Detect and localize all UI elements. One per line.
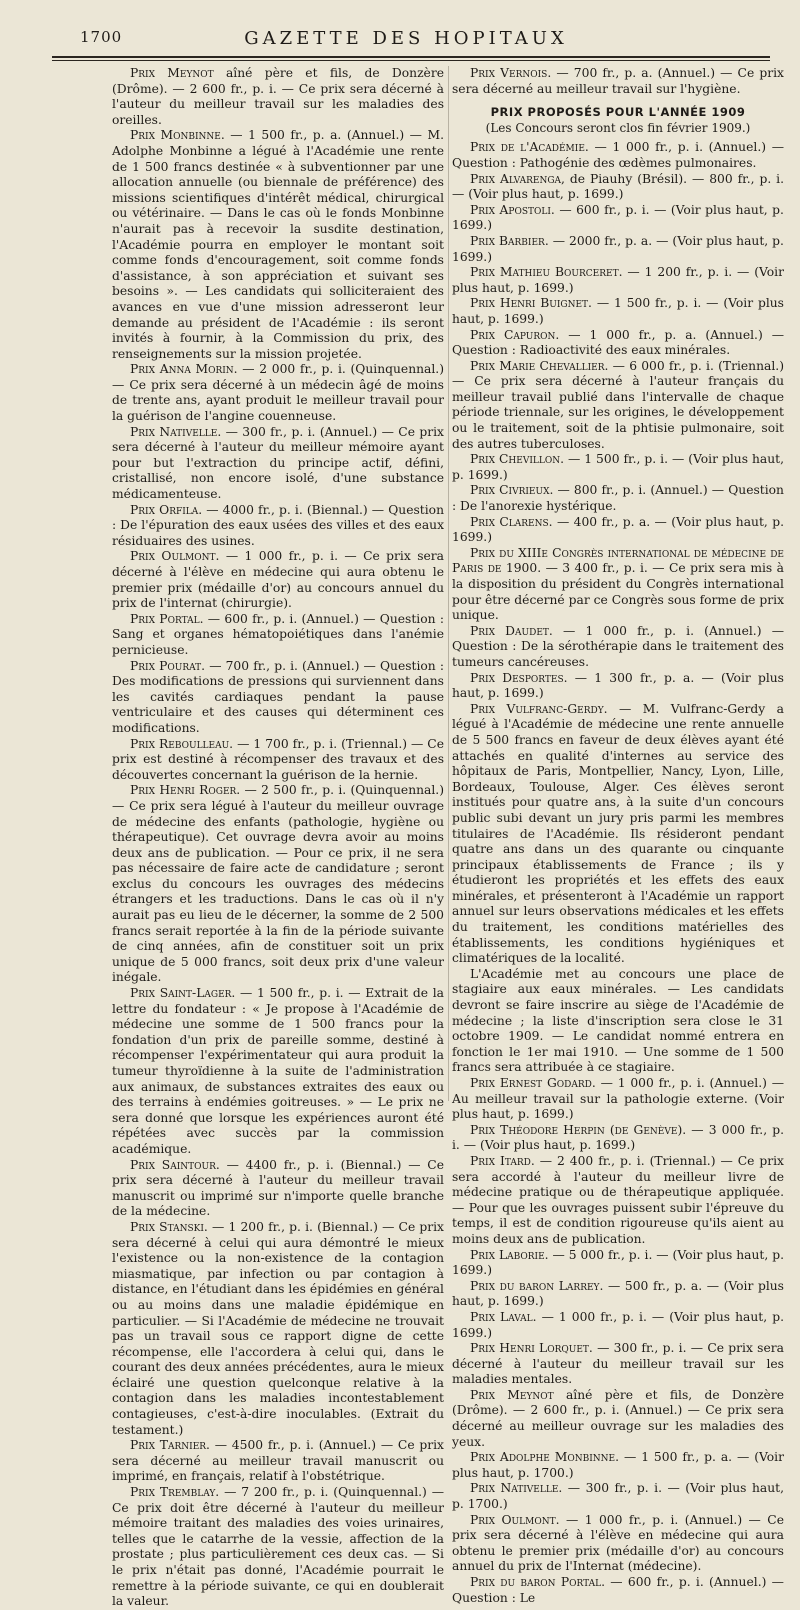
prize-name: Prix Vernois. (470, 66, 552, 80)
prize-text: — 1 500 fr., p. i. — Extrait de la lettre du fondateur : « Je propose à l'Académie de médecine une somme de 1 500 francs pour la fondation d'un prix de pareille somme, destiné à récompenser l'expérimentateur qui aura produit la tumeur thyroïdienne à la suite de l'administration aux animaux, de substances extraites des eaux ou des terrains à endémies goitreuses. » — Le prix ne sera donné que lorsque les expériences auront été répétées avec succès par la commission académique. (112, 986, 444, 1156)
prize-name: Prix Nativelle. (470, 1481, 563, 1496)
prize-name: Prix Henri Buignet. (470, 296, 592, 311)
prize-entry (452, 671, 784, 702)
prize-entry (112, 66, 444, 128)
left-column (112, 66, 444, 1609)
prize-entry (452, 452, 784, 483)
prize-entry (112, 1158, 444, 1220)
prize-text: — 1 000 fr., p. i. (Annuel.) — Au meilleur travail sur la pathologie externe. (Voir plus haut, p. 1699.) (452, 1076, 785, 1122)
prize-text: — 6 000 fr., p. i. (Triennal.) — Ce prix sera décerné à l'auteur français du meilleur travail publié dans l'intervalle de chaque période triennale, sur les origines, le développement ou le traitement, soit de la phtisie pulmonaire, soit des autres tuberculoses. (452, 358, 784, 451)
prize-entry (452, 328, 784, 359)
prize-text: — 1 000 fr., p. i. — Ce prix sera décerné à l'élève en médecine qui aura obtenu le premier prix (médaille d'or) au concours annuel du prix de l'internat (chirurgie). (112, 549, 444, 611)
prize-name: Prix Anna Morin. (130, 362, 238, 377)
prize-entry (452, 1481, 784, 1512)
prize-text: — 500 fr., p. a. — (Voir plus haut, p. 1699.) (452, 1278, 784, 1309)
prize-text: — 1 500 fr., p. a. — (Voir plus haut, p. 1700.) (452, 1450, 784, 1480)
prize-text: — 1 500 fr., p. i. — (Voir plus haut, p. 1699.) (452, 296, 784, 326)
prize-text: — 2 400 fr., p. i. (Triennal.) — Ce prix sera accordé à l'auteur du meilleur livre de médecine pratique ou de thérapeutique appliquée. — Pour que les ouvrages puissent subir l'épreuve du temps, il est de condition rigoureuse qu'ils aient au moins deux ans de publication. (452, 1153, 784, 1246)
prize-text: — 300 fr., p. i. — Ce prix sera décerné à l'auteur du meilleur travail sur les maladies mentales. (452, 1341, 784, 1387)
prize-text: — 600 fr., p. i. — (Voir plus haut, p. 1699.) (452, 202, 784, 233)
prize-name: Prix Tarnier. (130, 1438, 210, 1453)
prize-text: — 4400 fr., p. i. (Biennal.) — Ce prix sera décerné à l'auteur du meilleur travail manuscrit ou imprimé sur n'importe quelle branche de la médecine. (112, 1157, 444, 1219)
prize-entry (452, 1279, 784, 1310)
prize-text: — 4500 fr., p. i. (Annuel.) — Ce prix sera décerné au meilleur travail manuscrit ou imprimé, en français, relatif à l'obstétrique. (112, 1438, 444, 1484)
prize-text: — 1 000 fr., p. i. (Annuel.) — Question : De la sérothérapie dans le traitement des tumeurs cancéreuses. (452, 623, 784, 669)
prize-text: — 3 000 fr., p. i. — (Voir plus haut, p. 1699.) (452, 1122, 784, 1153)
prize-text: — 1 000 fr., p. i. (Annuel.) — Question : Pathogénie des œdèmes pulmonaires. (452, 140, 784, 170)
prize-name: Prix Monbinne. (130, 128, 225, 143)
prize-name: Prix Apostoli. (470, 202, 555, 217)
prize-entry (452, 515, 784, 546)
prize-entry (452, 1123, 784, 1154)
prize-entry (112, 1438, 444, 1485)
prize-name: Prix Meynot (470, 1387, 554, 1402)
prize-entry (452, 702, 784, 967)
prize-entry (112, 425, 444, 503)
prize-name: Prix Tremblay. (130, 1485, 220, 1500)
prize-text: — 4000 fr., p. i. (Biennal.) — Question : De l'épuration des eaux usées des villes et des eaux résiduaires des usines. (112, 502, 444, 548)
prize-name: Prix du XIIIe Congrès international de médecine de Paris de 1900. (452, 545, 784, 576)
prize-name: Prix Meynot (130, 66, 214, 80)
prize-entry (452, 1341, 784, 1388)
prize-entry (452, 1513, 784, 1575)
prize-entry (112, 549, 444, 611)
prize-name: Prix Henri Lorquet. (470, 1341, 593, 1356)
section-note: (Les Concours seront clos fin février 1909.) (485, 120, 751, 135)
prize-text: — 700 fr., p. i. (Annuel.) — Question : Des modifications de pressions qui surviennent dans les cavités cardiaques pendant la pause ventriculaire et des causes qui déterminent ces modifications. (112, 658, 444, 735)
header-rule (52, 56, 770, 58)
prize-name: Prix Henri Roger. (130, 783, 241, 798)
prize-name: Prix Barbier. (470, 233, 549, 248)
prize-name: Prix Alvarenga, (470, 171, 565, 186)
prize-name: Prix Pourat. (130, 658, 206, 673)
prize-text: — 1 200 fr., p. i. — (Voir plus haut, p. 1699.) (452, 265, 784, 295)
prize-entry (452, 1575, 784, 1606)
prize-name: Prix Nativelle. (130, 424, 222, 439)
prize-entry (452, 203, 784, 234)
prize-entry (452, 624, 784, 671)
prize-entry (112, 1220, 444, 1438)
prize-name: Prix Desportes. (470, 670, 568, 685)
prize-text: — 1 000 fr., p. i. — (Voir plus haut, p. 1699.) (452, 1309, 784, 1340)
prize-name: Prix Vulfranc-Gerdy. (470, 701, 608, 716)
prize-entry (452, 1388, 784, 1450)
prize-name: Prix Laval. (470, 1309, 537, 1324)
prize-entry (112, 659, 444, 737)
prize-text: de Piauhy (Brésil). — 800 fr., p. i. — (Voir plus haut, p. 1699.) (452, 171, 784, 202)
prize-entry (112, 1485, 444, 1610)
prize-text: — 1 000 fr., p. a. (Annuel.) — Question : Radioactivité des eaux minérales. (452, 327, 784, 358)
prize-entry (452, 1076, 784, 1123)
column-divider (448, 66, 449, 1101)
prize-text: — M. Vulfranc-Gerdy a légué à l'Académie de médecine une rente annuelle de 5 500 francs en faveur de deux élèves ayant été attachés en qualité d'internes au service des hôpitaux de Paris, Montpellier, Nancy, Lyon, Lille, Bordeaux, Toulouse, Alger. Ces élèves seront institués pour quatre ans, à la suite d'un concours public subi devant un jury pris parmi les membres titulaires de l'Académie. Ils résideront pendant quatre ans dans un des quarante ou cinquante principaux établissements de France ; ils y étudieront les propriétés et les effets des eaux minérales, et présenteront à l'Académie un rapport annuel sur leurs observations médicales et les effets du traitement, les conditions matérielles des établissements, les conditions hygiéniques et climatériques de la localité. (452, 701, 784, 966)
prize-name: Prix du baron Larrey. (470, 1278, 604, 1293)
prize-name: Prix Marie Chevallier. (470, 358, 609, 373)
prize-name: Prix du baron Portal. (470, 1575, 605, 1589)
prize-name: Prix Itard. (470, 1153, 535, 1168)
prize-name: Prix Reboulleau. (130, 736, 234, 751)
prize-entry (112, 612, 444, 659)
prize-text: — 1 000 fr., p. i. (Annuel.) — Ce prix sera décerné à l'élève en médecine qui aura obtenu le premier prix (médaille d'or) au concours annuel du prix de l'Internat (médecine). (452, 1512, 784, 1574)
prize-name: Prix Oulmont. (130, 549, 220, 564)
prize-entry (452, 1154, 784, 1248)
prize-text: — 700 fr., p. a. (Annuel.) — Ce prix sera décerné au meilleur travail sur l'hygiène. (452, 66, 784, 96)
prize-name: Prix Clarens. (470, 514, 553, 529)
prize-entry (452, 140, 784, 171)
prize-name: Prix Saintour. (130, 1157, 220, 1172)
prize-name: Prix Portal. (130, 611, 204, 626)
prize-name: Prix Mathieu Bourceret. (470, 265, 623, 280)
prize-entry (452, 234, 784, 265)
prize-text: — 600 fr., p. i. (Annuel.) — Question : Le (452, 1575, 784, 1605)
prize-entry (112, 362, 444, 424)
prize-text: — 2000 fr., p. a. — (Voir plus haut, p. 1699.) (452, 233, 784, 264)
prize-text: — 1 500 fr., p. i. — (Voir plus haut, p. 1699.) (452, 452, 785, 482)
section-title: PRIX PROPOSÉS POUR L'ANNÉE 1909 (490, 105, 746, 120)
prize-name: Prix Saint-Lager. (130, 986, 236, 1001)
prize-text: — 300 fr., p. i. — (Voir plus haut, p. 1700.) (452, 1481, 784, 1512)
prize-name: Prix Stanski. (130, 1219, 208, 1234)
prize-entry (452, 1450, 784, 1481)
prize-text: aîné père et fils, de Donzère (Drôme). — 2 600 fr., p. i. — Ce prix sera décerné à l'auteur du meilleur travail sur les maladies des oreilles. (112, 66, 444, 127)
prize-text: — 5 000 fr., p. i. — (Voir plus haut, p. 1699.) (452, 1247, 784, 1278)
prize-entry (452, 172, 784, 203)
prize-entry (452, 1310, 784, 1341)
prize-text: — 400 fr., p. a. — (Voir plus haut, p. 1699.) (452, 514, 784, 545)
prize-entry (452, 1248, 784, 1279)
prize-name: Prix Théodore Herpin (de Genève). (470, 1122, 687, 1137)
prize-text: — 7 200 fr., p. i. (Quinquennal.) — Ce prix doit être décerné à l'auteur du meilleur mémoire traitant des maladies des voies urinaires, telles que le catarrhe de la vessie, affection de la prostate ; plus particulièrement ces deux cas. — Si le prix n'était pas donné, l'Académie pourrait le remettre à la période suivante, ce qui en doublerait la valeur. (112, 1485, 444, 1609)
page-header (52, 28, 760, 58)
right-column-top (452, 66, 784, 97)
prize-text: — 1 200 fr., p. i. (Biennal.) — Ce prix sera décerné à celui qui aura démontré le mieux l'existence ou la non-existence de la contagion miasmatique, par infection ou par contagion à distance, en l'étudiant dans les épidémies en général ou au moins dans une maladie épidémique en particulier. — Si l'Académie de médecine ne trouvait pas un travail sous ce rapport digne de cette récompense, elle l'accordera à celui qui, dans le courant des deux années précédentes, aura le mieux éclairé une question quelconque relative à la contagion dans les maladies incontestablement contagieuses, c'est-à-dire inoculables. (Extrait du testament.) (112, 1219, 444, 1437)
prize-name: Prix Adolphe Monbinne. (470, 1450, 620, 1465)
prize-name: Prix Laborie. (470, 1247, 549, 1262)
prize-text: — 2 500 fr., p. i. (Quinquennal.) — Ce prix sera légué à l'auteur du meilleur ouvrage de médecine des enfants (pathologie, hygiène ou thérapeutique). Cet ouvrage devra avoir au moins deux ans de publication. — Pour ce prix, il ne sera pas nécessaire de faire acte de candidature ; seront exclus du concours les ouvrages des médecins étrangers et les traductions. Dans le cas où il n'y aurait pas eu lieu de le décerner, la somme de 2 500 francs serait reportée à la fin de la période suivante de cinq années, afin de constituer soit un prix unique de 5 000 francs, soit deux prix d'une valeur inégale. (112, 783, 444, 985)
prize-text: aîné père et fils, de Donzère (Drôme). — 2 600 fr., p. i. (Annuel.) — Ce prix sera décerné au meilleur ouvrage sur les maladies des yeux. (452, 1387, 784, 1449)
prize-entry (112, 783, 444, 986)
prize-name: Prix Orfila. (130, 502, 203, 517)
prize-entry (112, 737, 444, 784)
prize-name: Prix de l'Académie. (470, 140, 589, 155)
prize-entry (112, 128, 444, 362)
prize-entry (452, 359, 784, 453)
prize-entry (452, 546, 784, 624)
prize-text: — 300 fr., p. i. (Annuel.) — Ce prix sera décerné à l'auteur du meilleur mémoire ayant pour but l'extraction du principe actif, défini, cristallisé, non encore isolé, d'une substance médicamenteuse. (112, 424, 444, 502)
right-column (452, 66, 785, 1605)
page-number: 1700 (80, 28, 123, 46)
prize-text: — 1 300 fr., p. a. — (Voir plus haut, p. 1699.) (452, 670, 784, 701)
prize-name: Prix Civrieux. (470, 483, 554, 498)
prize-entry (112, 986, 444, 1158)
prize-entry (452, 296, 784, 327)
journal-title: GAZETTE DES HOPITAUX (244, 28, 568, 49)
prize-entry (452, 66, 784, 97)
prize-name: Prix Oulmont. (470, 1512, 560, 1527)
prize-text: — 2 000 fr., p. i. (Quinquennal.) — Ce prix sera décerné à un médecin âgé de moins de trente ans, ayant produit le meilleur travail pour la guérison de l'angine couenneuse. (112, 362, 444, 424)
right-column-entries (452, 140, 784, 1606)
prize-entry (452, 265, 784, 296)
prize-entry (452, 967, 784, 1076)
prize-entry (112, 503, 444, 550)
prize-text: — 800 fr., p. i. (Annuel.) — Question : De l'anorexie hystérique. (452, 483, 784, 514)
prize-text: — 3 400 fr., p. i. — Ce prix sera mis à la disposition du président du Congrès international pour être décerné par ce Congrès sous forme de prix unique. (452, 561, 784, 623)
prize-text: — 1 500 fr., p. a. (Annuel.) — M. Adolphe Monbinne a légué à l'Académie une rente de 1 500 francs destinée « à subventionner par une allocation annuelle (ou biennale de préférence) des missions scientifiques d'intérêt médical, chirurgical ou vétérinaire. — Dans le cas où le fonds Monbinne n'aurait pas à recevoir la susdite destination, l'Académie pourra en employer le montant soit comme fonds d'encouragement, soit comme fonds d'assistance, à son appréciation et suivant ses besoins ». — Les candidats qui solliciteraient des avances en vue d'une mission adresseront leur demande au président de l'Académie : ils seront invités à fournir, à la Commission du prix, des renseignements sur la mission projetée. (112, 128, 444, 361)
prize-entry (452, 483, 784, 514)
prize-name: Prix Capuron. (470, 327, 560, 342)
prize-name: Prix Daudet. (470, 623, 553, 638)
header-rule-thin (52, 60, 770, 61)
prize-text: — 1 700 fr., p. i. (Triennal.) — Ce prix est destiné à récompenser des travaux et des découvertes concernant la guérison de la hernie. (112, 736, 444, 782)
prize-text: — 600 fr., p. i. (Annuel.) — Question : Sang et organes hématopoiétiques dans l'anémie pernicieuse. (112, 611, 444, 657)
prize-name: Prix Chevillon. (470, 452, 564, 467)
prize-text: L'Académie met au concours une place de stagiaire aux eaux minérales. — Les candidats devront se faire inscrire au siège de l'Académie de médecine ; la liste d'inscription sera close le 31 octobre 1909. — Le candidat nommé entrera en fonction le 1er mai 1910. — Une somme de 1 500 francs sera attribuée à ce stagiaire. (452, 966, 784, 1075)
prize-name: Prix Ernest Godard. (470, 1076, 596, 1090)
